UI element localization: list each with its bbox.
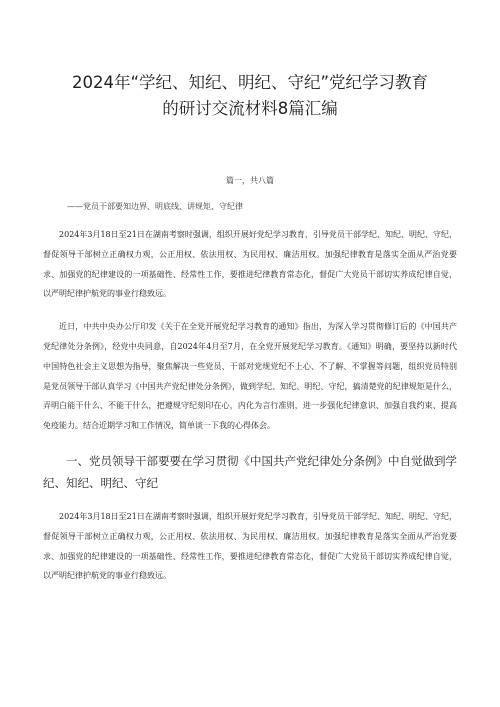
- body-paragraph-2: 近日，中共中央办公厅印发《关于在全党开展党纪学习教育的通知》指出，为深入学习贯彻修订后的《中国共产党纪律处分条例》，经党中央同意，自2024年4月至7月，在全党开展党纪学习教育。《通知》明确，要坚持以新时代中国特色社会主义思想为指导，聚焦解决一些党员、干部对党规党纪不上心、不了解、不掌握等问题，组织党员特别是党员领导干部认真学习《中国共产党纪律处分条例》，做到学纪、知纪、明纪、守纪，搞清楚党的纪律规矩是什么，弄明白能干什么、不能干什么，把遵规守纪刻印在心，内化为言行准则，进一步强化纪律意识、加强自我约束、提高免疫能力。结合近期学习和工作情况，简单谈一下我的心得体会。: [43, 322, 457, 431]
- section-paragraph: 2024年3月18日至21日在湖南考察时强调，组织开展好党纪学习教育，引导党员干部学纪、知纪、明纪、守纪，督促领导干部树立正确权力观，公正用权、依法用权、为民用权、廉洁用权。加强纪律教育是落实全面从严治党要求、加强党的纪律建设的一项基础性、经常性工作，要推进纪律教育常态化，督促广大党员干部切实养成纪律自觉，以严明纪律护航党的事业行稳致远。: [43, 511, 457, 581]
- title-line-1: 2024年“学纪、知纪、明纪、守纪”党纪学习教育: [71, 73, 429, 92]
- body-paragraph-1: 2024年3月18日至21日在湖南考察时强调，组织开展好党纪学习教育，引导党员干部学纪、知纪、明纪、守纪，督促领导干部树立正确权力观，公正用权、依法用权、为民用权、廉洁用权。加强纪律教育是落实全面从严治党要求、加强党的纪律建设的一项基础性、经常性工作，要推进纪律教育常态化，督促广大党员干部切实养成纪律自觉，以严明纪律护航党的事业行稳致远。: [43, 230, 457, 299]
- title-line-2: 的研讨交流材料8篇汇编: [162, 99, 338, 118]
- document-title: [43, 0, 457, 122]
- subtitle: ——党员干部要知边界、明底线、讲规矩、守纪律: [67, 202, 243, 211]
- part-label: 篇一，共八篇: [226, 176, 274, 185]
- section-heading: 一、党员领导干部要要在学习贯彻《中国共产党纪律处分条例》中自觉做到学纪、知纪、明纪、守纪: [43, 453, 457, 490]
